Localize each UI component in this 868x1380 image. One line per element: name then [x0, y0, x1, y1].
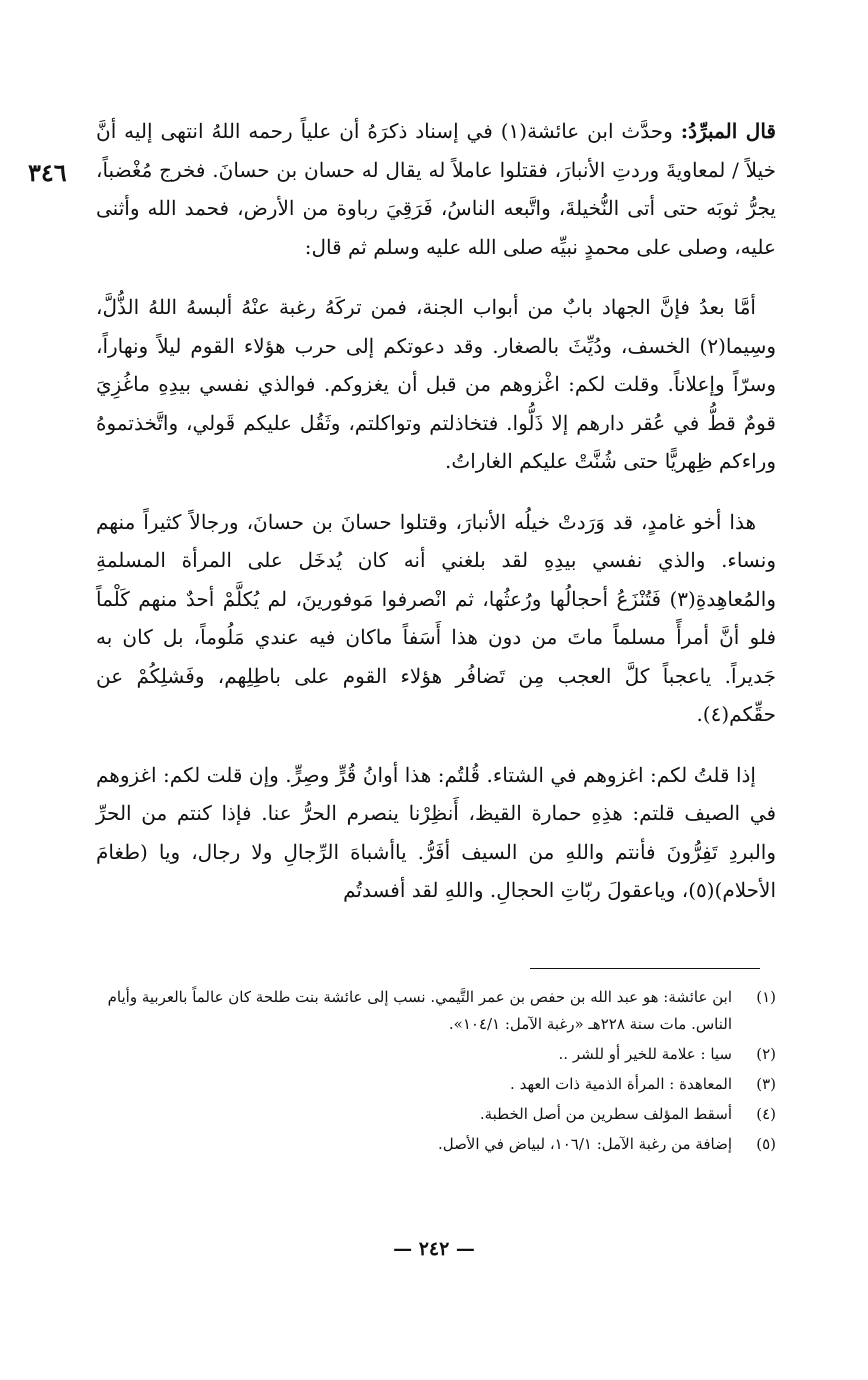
footnote-number: (٣) — [756, 1075, 776, 1093]
paragraph-1 — [96, 112, 776, 266]
footnote-text: إضافة من رغبة الآمل: ١٠٦/١، لبياض في الأصل. — [437, 1135, 732, 1153]
paragraph-text: أمَّا بعدُ فإنَّ الجهاد بابٌ من أبواب الجنة، فمن تركَهُ رغبة عنْهُ ألبسهُ اللهُ الذُّلَّ، وسِيما(٢) الخسف، ودُيِّثَ بالصغار. وقد دعوتكم إلى حرب هؤلاء القوم ليلاً ونهاراً، وسرّاً وإعلاناً. وقلت لكم: اغْزوهم من قبل أن يغزوكم. فوالذي نفسي بيدِهِ ماغُزِيَ قومٌ قطُّ في عُقر دارهم إلا ذَلُّوا. فتخاذلتم وتواكلتم، وثَقُل عليكم قَولي، واتَّخذتموهُ وراءكم ظِهريًّا حتى شُنَّتْ عليكم الغاراتُ. — [96, 295, 777, 473]
footnote-1 — [96, 984, 776, 1038]
footnote-3 — [96, 1071, 776, 1098]
footnote-number: (٥) — [756, 1135, 776, 1153]
paragraph-lead: قال المبرِّدُ: — [680, 119, 776, 143]
paragraph-text: وحدَّث ابن عائشة(١) في إسناد ذكرَهُ أن علياً رحمه اللهُ انتهى إليه أنَّ خيلاً / لمعاويةَ وردتِ الأنبارَ، فقتلوا عاملاً له يقال له حسان بن حسانَ. فخرج مُغْضباً، يجرُّ ثوبَه حتى أتى النُّخيلةَ، واتَّبعه الناسُ، فَرَقِيَ رباوة من الأرض، فحمد الله وأثنى عليه، وصلى على محمدٍ نبيِّه صلى الله عليه وسلم ثم قال: — [96, 119, 776, 259]
page-number: — ٢٤٢ — — [393, 1238, 475, 1260]
paragraph-2 — [96, 288, 776, 481]
main-text — [96, 112, 776, 932]
footnotes — [96, 984, 776, 1161]
footnote-separator — [530, 968, 760, 969]
footnote-text: أسقط المؤلف سطرين من أصل الخطبة. — [479, 1105, 732, 1123]
footnote-number: (١) — [756, 988, 776, 1006]
margin-page-reference: ٣٤٦ — [28, 158, 67, 187]
footnote-text: ابن عائشة: هو عبد الله بن حفص بن عمر التَّيمي. نسب إلى عائشة بنت طلحة كان عالماً بالعربية وأيام الناس. مات سنة ٢٢٨هـ «رغبة الآمل: ١٠٤/١». — [107, 988, 732, 1033]
paragraph-text: إذا قلتُ لكم: اغزوهم في الشتاء. قُلتُم: هذا أوانُ قُرٍّ وصِرٍّ. وإن قلت لكم: اغزوهم في الصيف قلتم: هذِهِ حمارة القيظ، أَنظِرْنا ينصرم الحرُّ عنا. فإذا كنتم من الحرِّ والبردِ تَفِرُّونَ فأنتم واللهِ من السيف أفَرُّ. ياأشباهَ الرِّجالِ ولا رجال، ويا (طغامَ الأحلام)(٥)، وياعقولَ ربّاتِ الحجالِ. واللهِ لقد أفسدتُم — [96, 762, 776, 902]
footnote-2 — [96, 1041, 776, 1068]
paragraph-text: هذا أخو غامدٍ، قد وَرَدتْ خيلُه الأنبارَ، وقتلوا حسانَ بن حسانَ، ورجالاً كثيراً منهم ونساء. والذي نفسي بيدِهِ لقد بلغني أنه كان يُدخَل على المرأة المسلمةِ والمُعاهِدةِ(٣) فَتُنْزَعُ أحجالُها ورُعثُها، ثم انْصرفوا مَوفورينَ، لم يُكلَّمْ أحدٌ منهم كَلْماً فلو أنَّ أمرأً مسلماً ماتَ من دون هذا أَسَفاً ماكان فيه عندي مَلُوماً، بل كان به جَديراً. ياعجباً كلَّ العجب مِن تَضافُر هؤلاء القوم على باطِلِهم، وفَشلِكُمْ عن حقِّكم(٤). — [96, 509, 776, 726]
footnote-text: المعاهدة : المرأة الذمية ذات العهد . — [510, 1075, 732, 1093]
footnote-number: (٤) — [756, 1105, 776, 1123]
footnote-5 — [96, 1131, 776, 1158]
footnote-number: (٢) — [756, 1045, 776, 1063]
footnote-4 — [96, 1101, 776, 1128]
footnote-text: سيا : علامة للخير أو للشر .. — [558, 1045, 732, 1063]
paragraph-3 — [96, 503, 776, 734]
paragraph-4 — [96, 756, 776, 910]
